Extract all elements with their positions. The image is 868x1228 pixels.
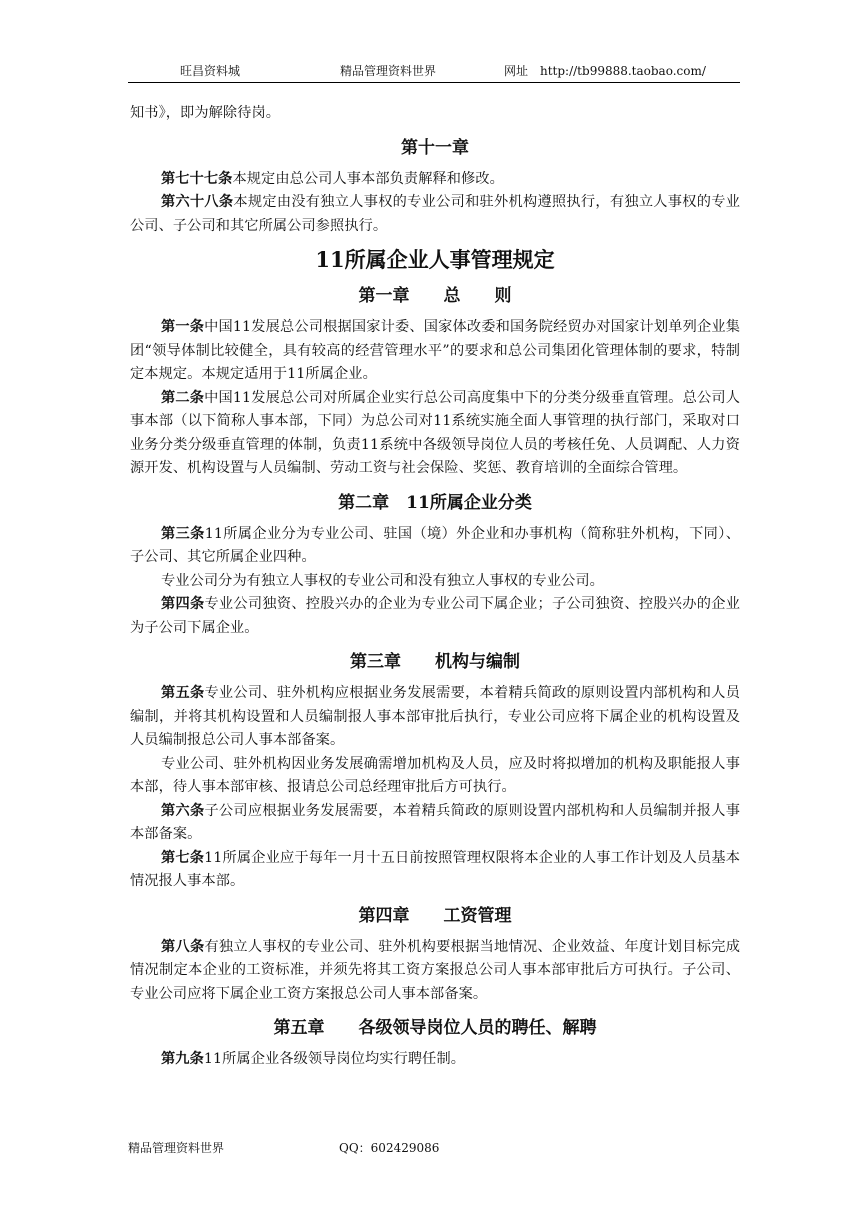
header-website-text: 网址 http://tb99888.taobao.com/	[504, 64, 706, 78]
header-middle-text: 精品管理资料世界	[340, 64, 437, 78]
footer-left-text: 精品管理资料世界	[128, 1141, 225, 1155]
article-text: 11所属企业各级领导岗位均实行聘任制。	[203, 1051, 466, 1067]
article-6	[130, 800, 740, 847]
article-label: 第六条	[161, 802, 205, 819]
article-3	[130, 523, 740, 570]
article-77	[130, 168, 740, 192]
paragraph-continuation: 知书》，即为解除待岗。	[130, 105, 281, 121]
article-text: 本规定由没有独立人事权的专业公司和驻外机构遵照执行，有独立人事权的专业公司、子公司和其它所属公司参照执行。	[130, 194, 740, 234]
article-text: 中国11发展总公司对所属企业实行总公司高度集中下的分类分级垂直管理。总公司人事本部（以下简称人事本部，下同）为总公司对11系统实施全面人事管理的执行部门，采取对口业务分类分级垂直管理的体制，负责11系统中各级领导岗位人员的考核任免、人员调配、人力资源开发、机构设置与人员编制、劳动工资与社会保险、奖惩、教育培训的全面综合管理。	[130, 389, 740, 476]
article-label: 第七十七条	[161, 170, 233, 187]
article-7	[130, 847, 740, 894]
footer-qq-text: QQ：602429086	[339, 1141, 440, 1155]
header-left-text: 旺昌资料城	[180, 64, 241, 78]
article-label: 第七条	[161, 849, 205, 866]
document-body	[130, 102, 740, 1072]
article-text: 专业公司独资、控股兴办的企业为专业公司下属企业；子公司独资、控股兴办的企业为子公司下属企业。	[130, 596, 741, 636]
article-text: 有独立人事权的专业公司、驻外机构要根据当地情况、企业效益、年度计划目标完成情况制定本企业的工资标准，并须先将其工资方案报总公司人事本部审批后方可执行。子公司、专业公司应将下属企业工资方案报总公司人事本部备案。	[130, 938, 741, 1002]
article-label: 第五条	[161, 685, 205, 701]
article-label: 第八条	[161, 938, 205, 955]
article-text: 子公司应根据业务发展需要，本着精兵简政的原则设置内部机构和人员编制并报人事本部备案。	[130, 802, 741, 842]
paragraph: 专业公司、驻外机构因业务发展确需增加机构及人员，应及时将拟增加的机构及职能报人事本部，待人事本部审核、报请总公司总经理审批后方可执行。	[130, 755, 740, 795]
article-1	[130, 316, 740, 387]
article-8	[130, 936, 740, 1007]
article-4	[130, 593, 740, 640]
article-text: 本规定由总公司人事本部负责解释和修改。	[232, 170, 504, 187]
article-5	[130, 682, 740, 753]
chapter-11-heading: 第十一章	[401, 137, 469, 158]
article-text: 专业公司、驻外机构应根据业务发展需要，本着精兵简政的原则设置内部机构和人员编制，并将其机构设置和人员编制报人事本部审批后执行，专业公司应将下属企业的机构设置及人员编制报总公司人事本部备案。	[130, 685, 741, 748]
chapter-2-heading: 第二章 11所属企业分类	[338, 492, 532, 513]
chapter-3-heading: 第三章 机构与编制	[350, 652, 520, 672]
chapter-5-heading: 第五章 各级领导岗位人员的聘任、解聘	[273, 1018, 597, 1038]
article-label: 第六十八条	[161, 194, 234, 210]
article-68	[130, 191, 740, 238]
article-text: 中国11发展总公司根据国家计委、国家体改委和国务院经贸办对国家计划单列企业集团“领导体制比较健全，具有较高的经营管理水平”的要求和总公司集团化管理体制的要求，特制定本规定。本规定适用于11所属企业。	[130, 319, 740, 382]
article-text: 11所属企业应于每年一月十五日前按照管理权限将本企业的人事工作计划及人员基本情况报人事本部。	[130, 849, 740, 889]
chapter-4-heading: 第四章 工资管理	[358, 905, 512, 926]
article-label: 第一条	[161, 319, 205, 335]
article-label: 第二条	[161, 389, 205, 406]
chapter-1-heading: 第一章 总 则	[358, 286, 512, 306]
paragraph: 专业公司分为有独立人事权的专业公司和没有独立人事权的专业公司。	[161, 572, 604, 589]
article-label: 第九条	[161, 1051, 204, 1067]
document-title: 11所属企业人事管理规定	[315, 247, 555, 272]
article-2	[130, 387, 740, 481]
article-label: 第四条	[161, 596, 205, 612]
article-label: 第三条	[161, 525, 205, 542]
page-header	[128, 62, 740, 83]
article-9	[130, 1048, 740, 1072]
article-text: 11所属企业分为专业公司、驻国（境）外企业和办事机构（简称驻外机构，下同）、子公司、其它所属企业四种。	[130, 525, 740, 565]
